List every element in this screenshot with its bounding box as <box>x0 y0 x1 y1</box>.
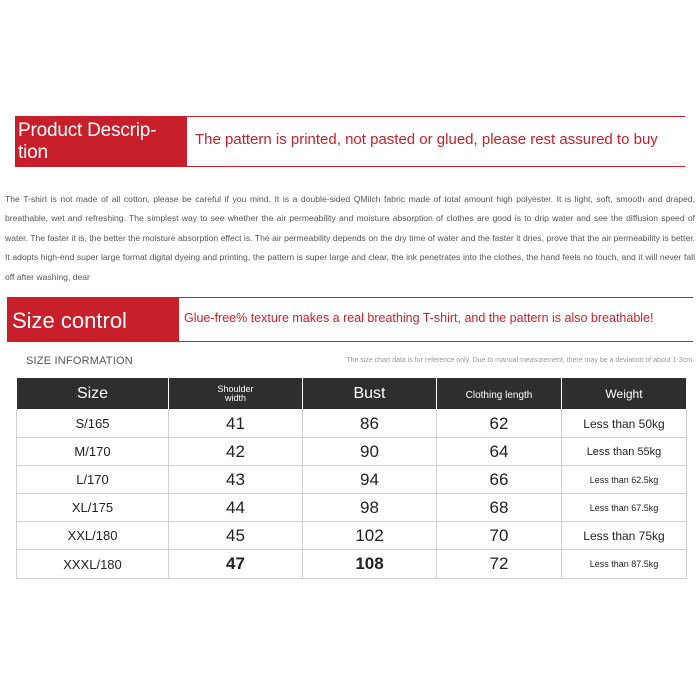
cell-weight: Less than 55kg <box>562 438 687 466</box>
cell-shoulder: 45 <box>169 522 303 550</box>
size-control-tagline: Glue-free% texture makes a real breathing T-shirt, and the pattern is also breathable! <box>184 311 654 325</box>
size-control-title: Size control <box>12 308 127 333</box>
product-description-tagline: The pattern is printed, not pasted or glued, please rest assured to buy <box>195 131 658 148</box>
header-bust-label: Bust <box>353 384 386 402</box>
cell-length: 72 <box>437 550 562 579</box>
cell-weight: Less than 87.5kg <box>562 550 687 579</box>
header-shoulder-line2: width <box>224 392 246 403</box>
table-row <box>17 466 687 494</box>
cell-size: XXXL/180 <box>17 550 169 579</box>
product-description-title-block <box>15 117 187 166</box>
table-row <box>17 410 687 438</box>
cell-size: L/170 <box>17 466 169 494</box>
product-description-text: The T-shirt is not made of all cotton, please be careful if you mind. It is a double-sided QMilch fabric made of total amount high polyester. It is light, soft, smooth and draped, breathable, wet and refreshing. The simplest way to see whether the air permeability and moisture absorption of clothes are good is to drip water and see the diffusion speed of water. The faster it is, the better the moisture absorption effect is. The air permeability depends on the dry time of water and the faster it dries, prove that the air permeability is better. It adopts high-end super large format digital dyeing and printing, the pattern is super large and clear, the ink penetrates into the clothes, the hand feels no touch, and it will never fall off after washing, dear <box>5 194 695 282</box>
size-table-header-row <box>17 378 687 410</box>
cell-shoulder: 42 <box>169 438 303 466</box>
header-shoulder-line1: Shoulder <box>217 383 254 394</box>
cell-bust: 90 <box>303 438 437 466</box>
cell-length: 68 <box>437 494 562 522</box>
cell-bust: 86 <box>303 410 437 438</box>
cell-length: 62 <box>437 410 562 438</box>
cell-length: 66 <box>437 466 562 494</box>
header-size <box>17 378 169 410</box>
table-row <box>17 522 687 550</box>
size-chart-note: The size chart data is for reference only. Due to manual measurement, there may be a deviation of about 1-3cm. <box>346 357 694 364</box>
cell-weight: Less than 67.5kg <box>562 494 687 522</box>
table-row <box>17 494 687 522</box>
size-control-title-block <box>7 298 179 341</box>
size-information-title: SIZE INFORMATION <box>26 355 133 367</box>
cell-bust: 98 <box>303 494 437 522</box>
cell-size: XXL/180 <box>17 522 169 550</box>
cell-length: 64 <box>437 438 562 466</box>
cell-shoulder: 47 <box>169 550 303 579</box>
cell-shoulder: 43 <box>169 466 303 494</box>
cell-shoulder: 44 <box>169 494 303 522</box>
cell-bust: 108 <box>303 550 437 579</box>
cell-bust: 102 <box>303 522 437 550</box>
product-description-title: Product Descrip-tion <box>18 120 157 163</box>
cell-shoulder: 41 <box>169 410 303 438</box>
product-description-header <box>15 116 685 167</box>
cell-size: M/170 <box>17 438 169 466</box>
table-row <box>17 550 687 579</box>
header-shoulder <box>169 378 303 410</box>
header-weight <box>562 378 687 410</box>
cell-bust: 94 <box>303 466 437 494</box>
table-row <box>17 438 687 466</box>
cell-weight: Less than 50kg <box>562 410 687 438</box>
cell-size: XL/175 <box>17 494 169 522</box>
cell-size: S/165 <box>17 410 169 438</box>
cell-weight: Less than 75kg <box>562 522 687 550</box>
cell-weight: Less than 62.5kg <box>562 466 687 494</box>
header-bust <box>303 378 437 410</box>
size-table <box>16 378 687 579</box>
cell-length: 70 <box>437 522 562 550</box>
header-size-label: Size <box>76 384 109 402</box>
header-length-label: Clothing length <box>465 389 533 401</box>
header-weight-label: Weight <box>605 386 643 401</box>
size-control-header <box>7 297 693 342</box>
header-length <box>437 378 562 410</box>
